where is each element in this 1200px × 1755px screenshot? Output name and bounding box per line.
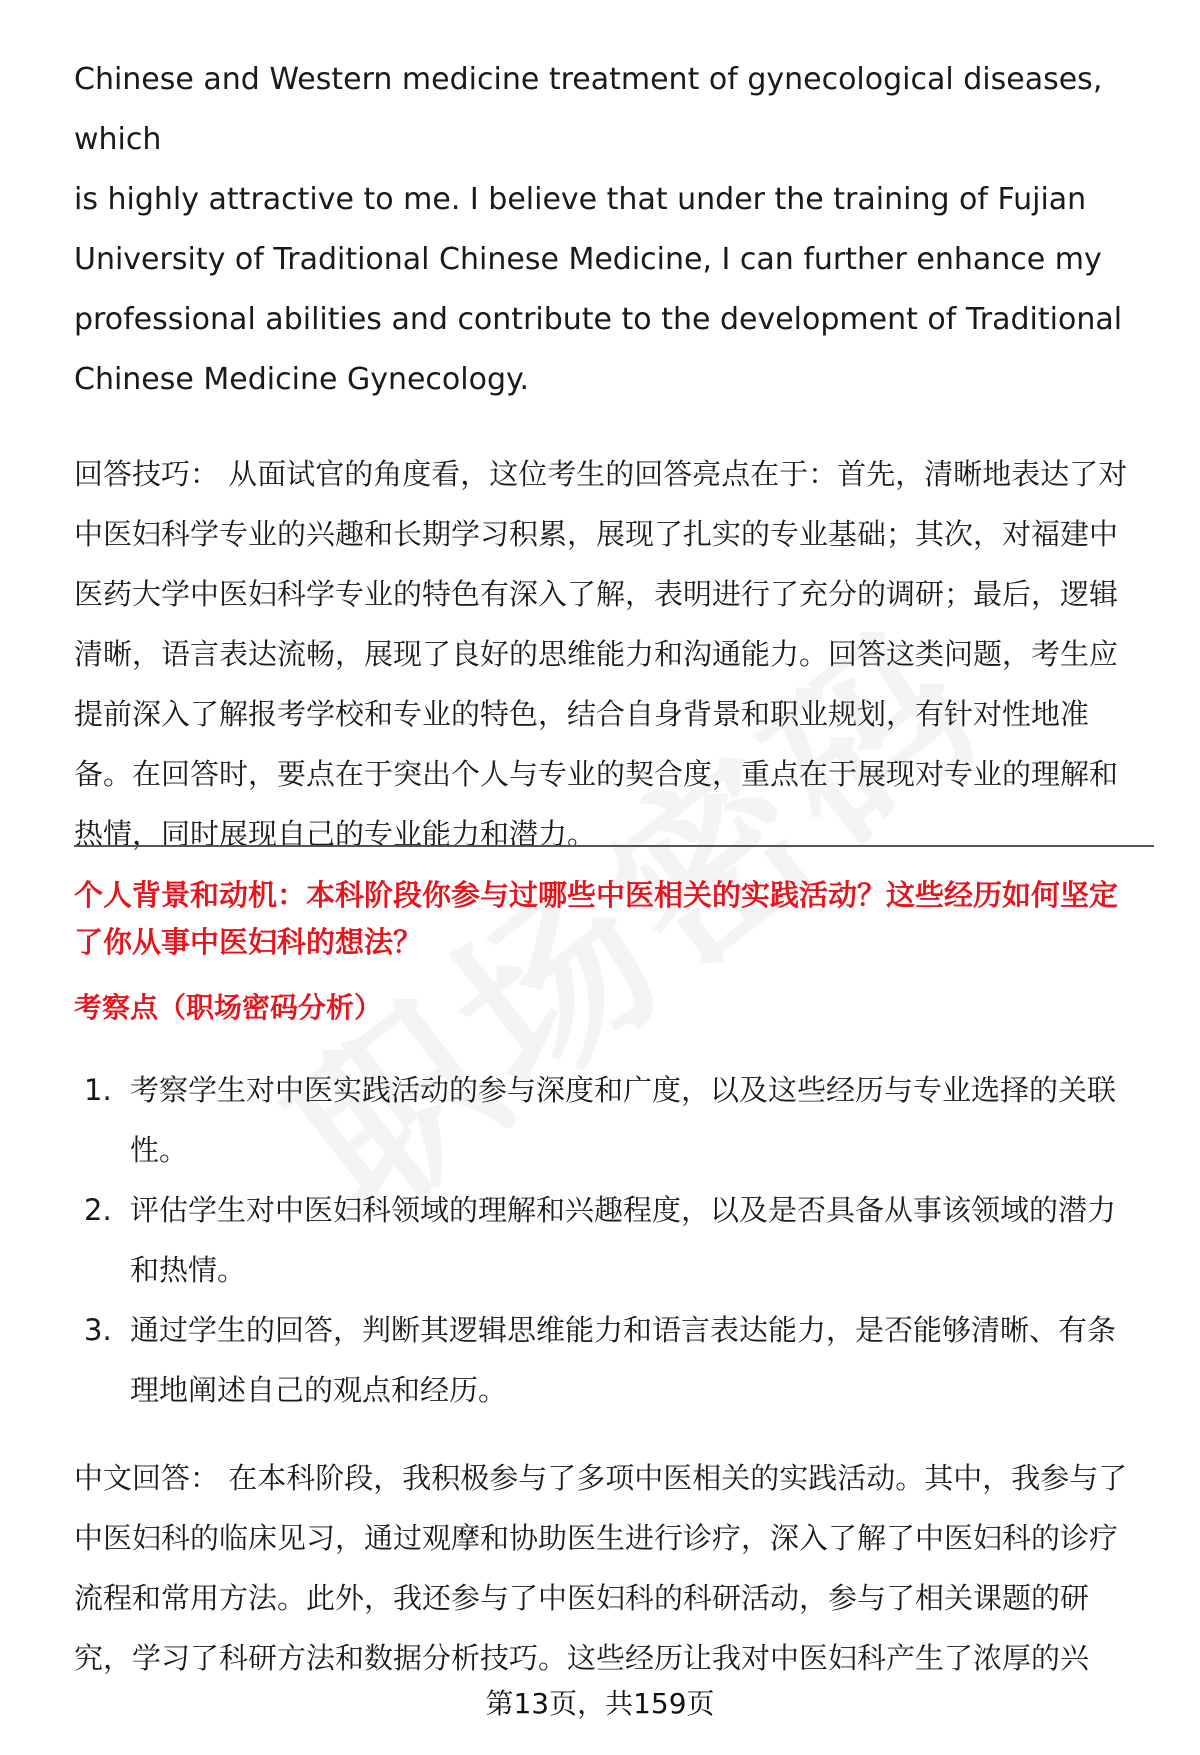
text-line: 回答技巧： 从面试官的角度看，这位考生的回答亮点在于：首先，清晰地表达了对: [74, 457, 1128, 491]
page-number-footer: 第13页，共159页: [485, 1687, 715, 1720]
section-divider: [74, 845, 1154, 847]
text-line: 个人背景和动机：本科阶段你参与过哪些中医相关的实践活动？这些经历如何坚定: [74, 878, 1119, 912]
text-line: 备。在回答时，要点在于突出个人与专业的契合度，重点在于展现对专业的理解和: [74, 757, 1119, 791]
text-line: is highly attractive to me. I believe that under the training of Fujian: [74, 182, 1087, 217]
text-line: 了你从事中医妇科的想法？: [74, 925, 423, 959]
list-number: 1.: [84, 1073, 112, 1107]
text-line: professional abilities and contribute to the development of Traditional: [74, 302, 1123, 337]
text-line: 热情，同时展现自己的专业能力和潜力。: [74, 817, 597, 851]
text-line: Chinese Medicine Gynecology.: [74, 362, 530, 397]
text-line: 流程和常用方法。此外，我还参与了中医妇科的科研活动，参与了相关课题的研: [74, 1581, 1090, 1615]
list-item: [74, 1300, 1154, 1420]
text-line: 性。: [130, 1133, 189, 1167]
text-line: 和热情。: [130, 1253, 247, 1287]
text-line: 考察学生对中医实践活动的参与深度和广度，以及这些经历与专业选择的关联: [130, 1073, 1117, 1107]
text-line: 理地阐述自己的观点和经历。: [130, 1373, 508, 1407]
assessment-points-list: [74, 1060, 1154, 1420]
section-title: 考察点（职场密码分析）: [74, 991, 383, 1024]
text-line: 究，学习了科研方法和数据分析技巧。这些经历让我对中医妇科产生了浓厚的兴: [74, 1641, 1090, 1675]
text-line: University of Traditional Chinese Medicine, I can further enhance my: [74, 242, 1102, 277]
text-line: 提前深入了解报考学校和专业的特色，结合自身背景和职业规划，有针对性地准: [74, 697, 1090, 731]
text-line: 中医妇科学专业的兴趣和长期学习积累，展现了扎实的专业基础；其次，对福建中: [74, 517, 1119, 551]
text-line: 清晰，语言表达流畅，展现了良好的思维能力和沟通能力。回答这类问题，考生应: [74, 637, 1119, 671]
list-number: 3.: [84, 1313, 112, 1347]
text-line: 通过学生的回答，判断其逻辑思维能力和语言表达能力，是否能够清晰、有条: [130, 1313, 1117, 1347]
chinese-answer-paragraph: [74, 1448, 1154, 1688]
main-content: [74, 50, 1154, 864]
text-line: 中医妇科的临床见习，通过观摩和协助医生进行诊疗，深入了解了中医妇科的诊疗: [74, 1521, 1119, 1555]
list-number: 2.: [84, 1193, 112, 1227]
text-line: 中文回答： 在本科阶段，我积极参与了多项中医相关的实践活动。其中，我参与了: [74, 1461, 1128, 1495]
text-line: 评估学生对中医妇科领域的理解和兴趣程度，以及是否具备从事该领域的潜力: [130, 1193, 1117, 1227]
answer-tips-paragraph: [74, 444, 1154, 864]
text-line: 医药大学中医妇科学专业的特色有深入了解，表明进行了充分的调研；最后，逻辑: [74, 577, 1119, 611]
question-heading: [74, 872, 1154, 966]
english-answer-paragraph: [74, 50, 1154, 410]
list-item: [74, 1180, 1154, 1300]
text-line: Chinese and Western medicine treatment of gynecological diseases, which: [74, 62, 1103, 157]
list-item: [74, 1060, 1154, 1180]
